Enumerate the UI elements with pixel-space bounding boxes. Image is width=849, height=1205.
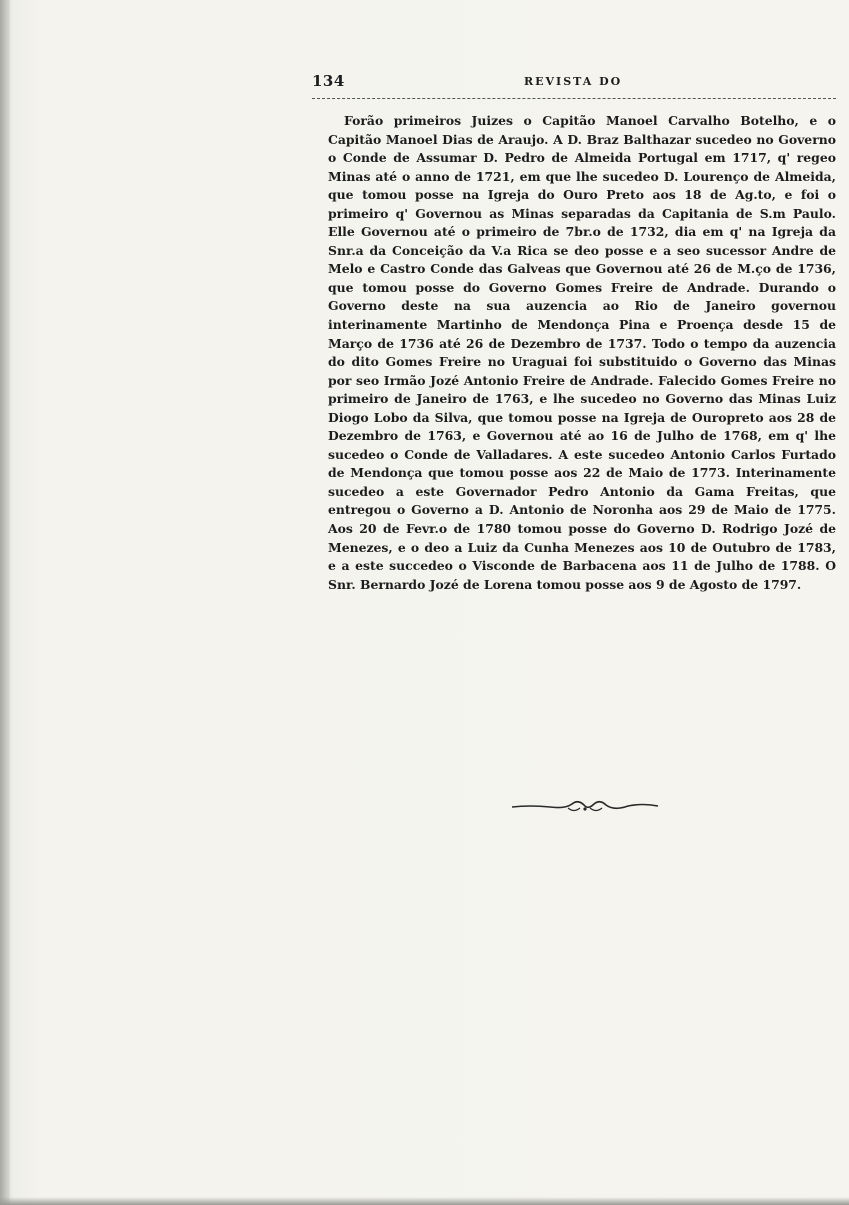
page-header [312, 72, 836, 94]
spine-shadow [0, 0, 10, 1205]
page-bottom-edge [0, 1197, 849, 1205]
header-rule [312, 98, 836, 99]
page-number: 134 [312, 72, 345, 90]
scroll-ornament-icon [510, 796, 660, 816]
running-head: REVISTA DO [524, 75, 623, 88]
body-paragraph: Forão primeiros Juizes o Capitão Manoel Carvalho Botelho, e o Capitão Manoel Dias de Araujo. A D. Braz Balthazar sucedeo no Governo o Conde de Assumar D. Pedro de Almeida Portugal em 1717, q' regeo Minas até o anno de 1721, em que lhe sucedeo D. Lourenço de Almeida, que tomou posse na Igreja do Ouro Preto aos 18 de Ag.to, e foi o primeiro q' Governou as Minas separadas da Capitania de S.m Paulo. Elle Governou até o primeiro de 7br.o de 1732, dia em q' na Igreja da Snr.a da Conceição da V.a Rica se deo posse e a seo sucessor Andre de Melo e Castro Conde das Galveas que Governou até 26 de M.ço de 1736, que tomou posse do Governo Gomes Freire de Andrade. Durando o Governo deste na sua auzencia ao Rio de Janeiro governou interinamente Martinho de Mendonça Pina e Proença desde 15 de Março de 1736 até 26 de Dezembro de 1737. Todo o tempo da auzencia do dito Gomes Freire no Uraguai foi substituido o Governo das Minas por seo Irmão Jozé Antonio Freire de Andrade. Falecido Gomes Freire no primeiro de Janeiro de 1763, e lhe sucedeo no Governo das Minas Luiz Diogo Lobo da Silva, que tomou posse na Igreja de Ouropreto aos 28 de Dezembro de 1763, e Governou até ao 16 de Julho de 1768, em q' lhe sucedeo o Conde de Valladares. A este sucedeo Antonio Carlos Furtado de Mendonça que tomou posse aos 22 de Maio de 1773. Interinamente sucedeo a este Governador Pedro Antonio da Gama Freitas, que entregou o Governo a D. Antonio de Noronha aos 29 de Maio de 1775. Aos 20 de Fevr.o de 1780 tomou posse do Governo D. Rodrigo Jozé de Menezes, e o deo a Luiz da Cunha Menezes aos 10 de Outubro de 1783, e a este succedeo o Visconde de Barbacena aos 11 de Julho de 1788. O Snr. Bernardo Jozé de Lorena tomou posse aos 9 de Agosto de 1797. [328, 113, 836, 592]
